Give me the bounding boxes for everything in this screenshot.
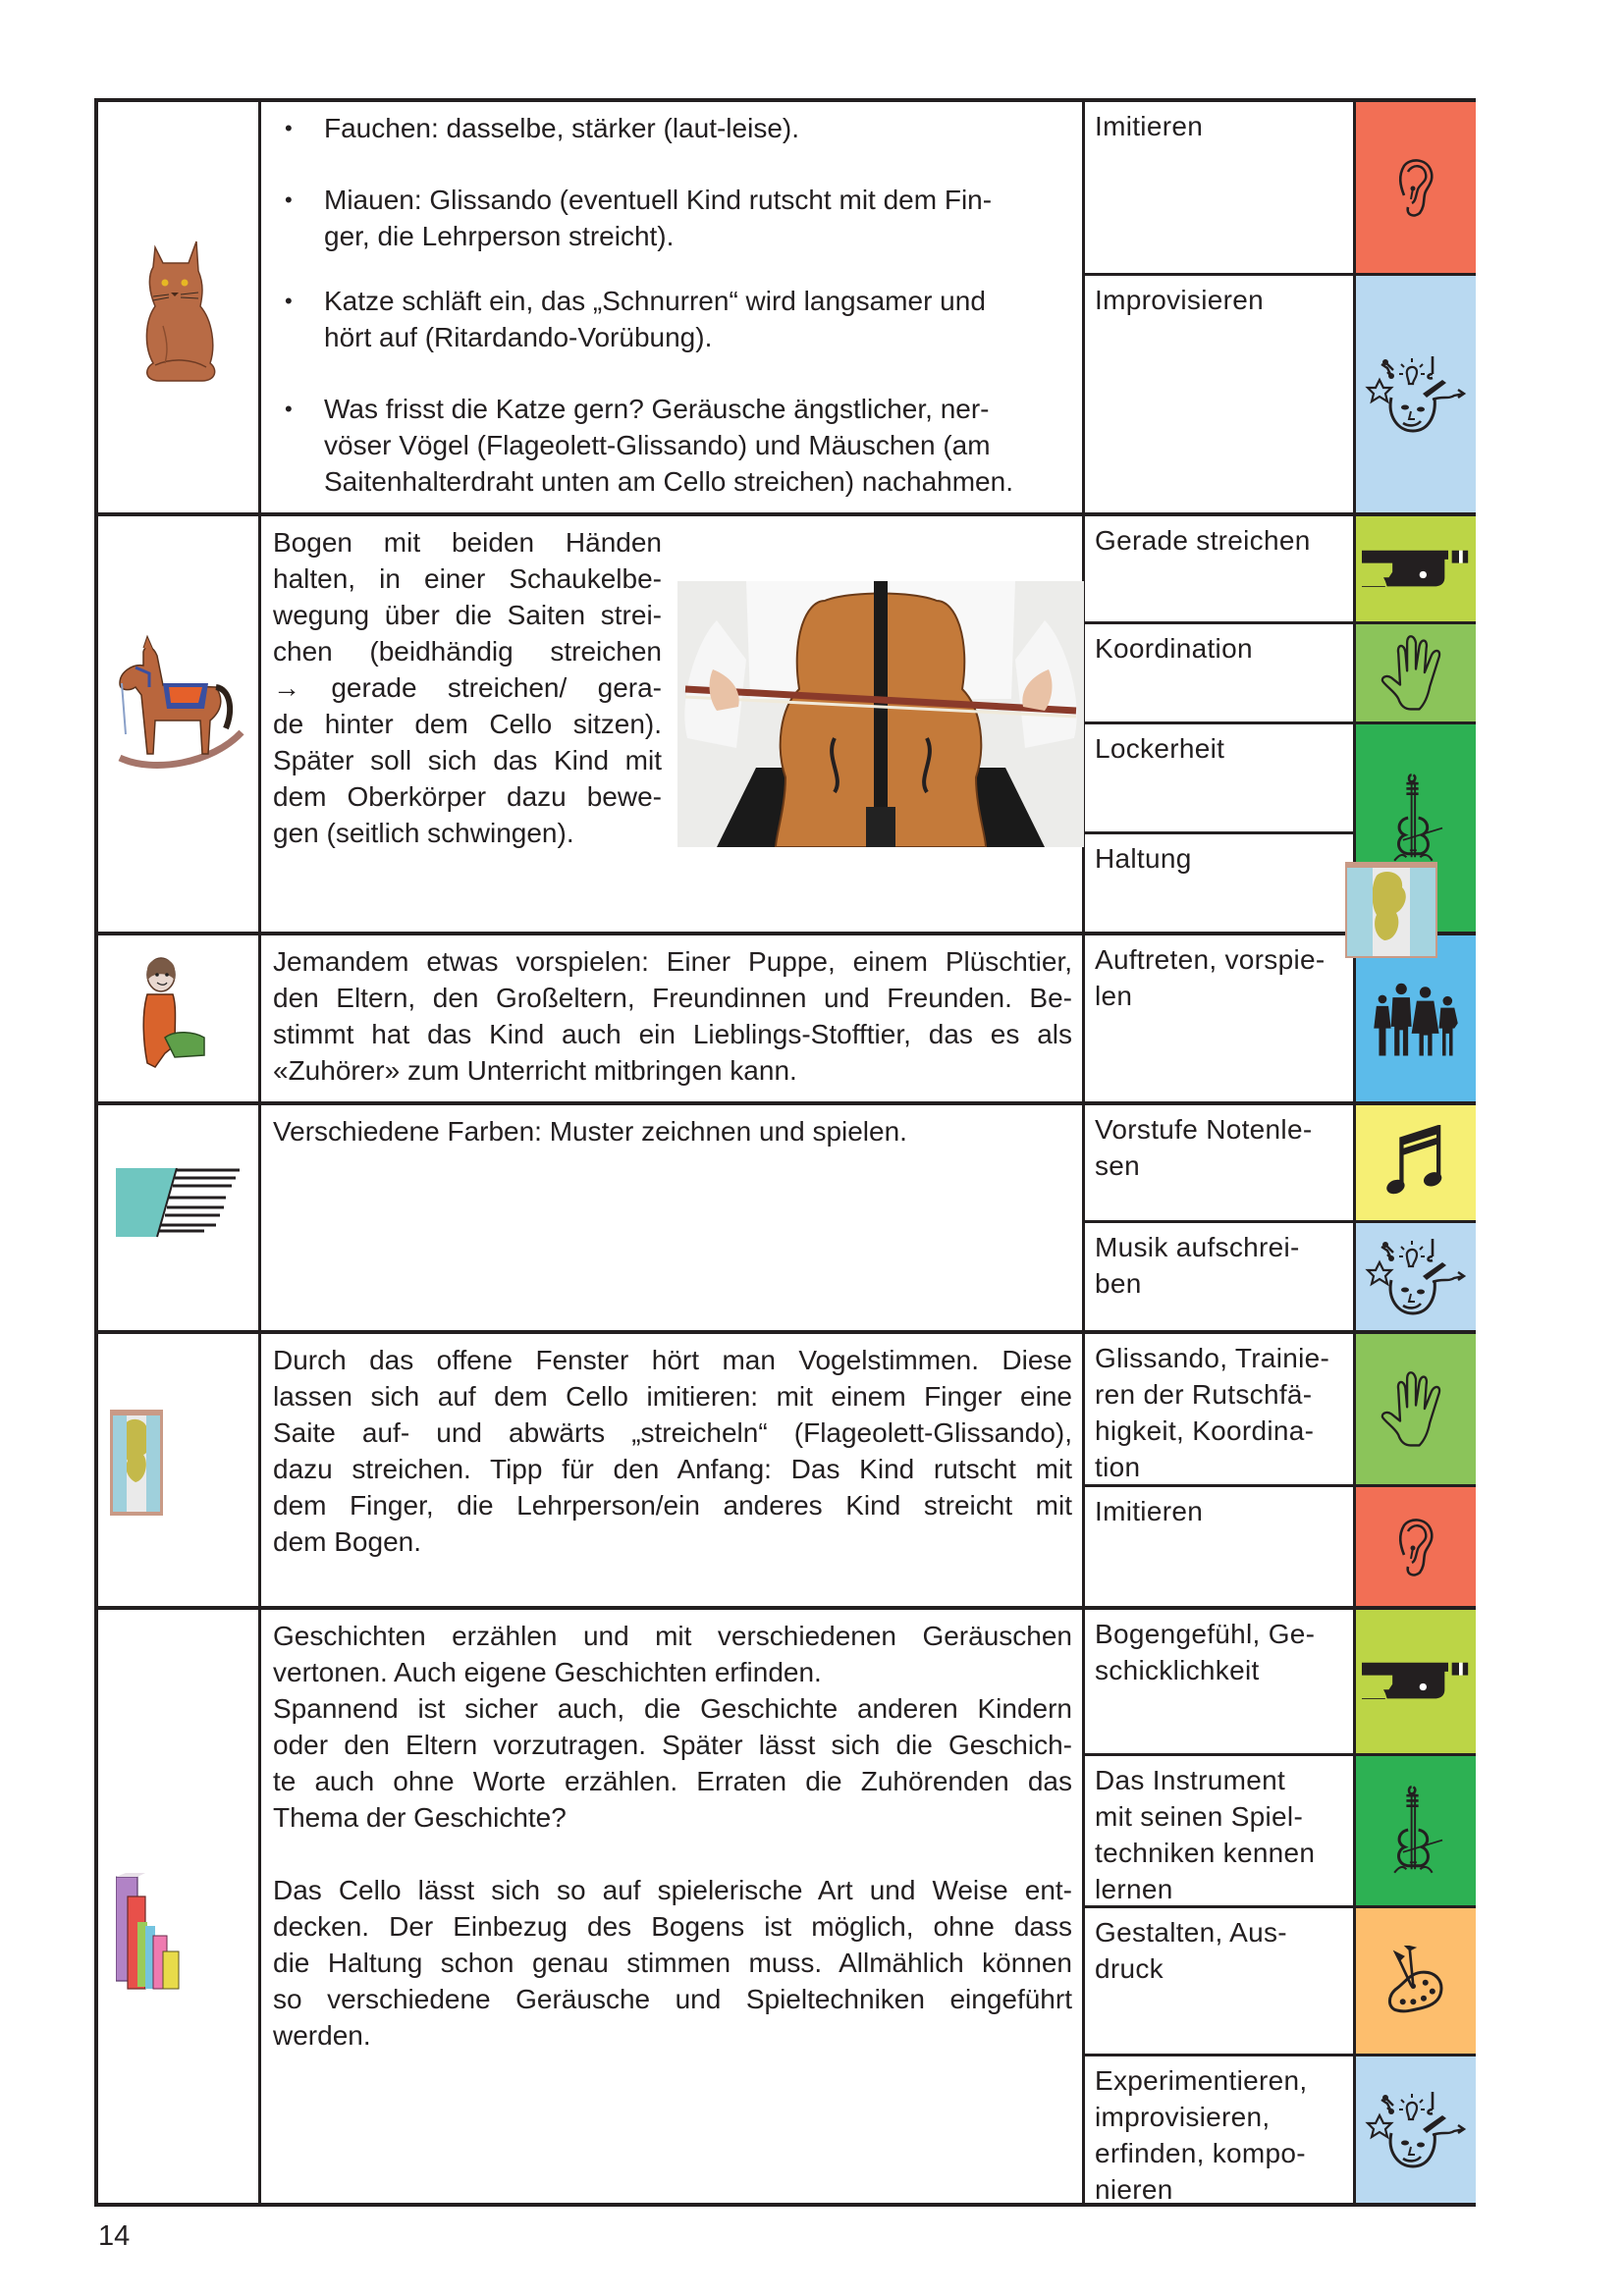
- table-row: [98, 102, 1472, 516]
- text-line: dazu streichen. Tipp für den Anfang: Das Kind rutscht mit: [273, 1454, 1072, 1484]
- skill-label: [1085, 1487, 1353, 1606]
- row-description: [261, 1334, 1085, 1606]
- creative-head-icon: [1362, 1233, 1470, 1321]
- text-line: • Miauen: Glissando (eventuell Kind rutscht mit dem Fin-: [324, 185, 993, 215]
- row-picture-cell: [98, 102, 261, 512]
- skill-label: [1085, 276, 1353, 512]
- label-line: sen: [1095, 1150, 1141, 1181]
- skill-label-cell: [1085, 516, 1356, 932]
- bullet-item: [273, 283, 1072, 355]
- skill-label: [1085, 1756, 1353, 1908]
- bullet-list: [273, 110, 1072, 500]
- label-line: Gestalten, Aus-: [1095, 1917, 1287, 1948]
- text-line: de hinter dem Cello sitzen).: [273, 709, 662, 739]
- label-line: schicklichkeit: [1095, 1655, 1260, 1685]
- row-picture-cell: [98, 1610, 261, 2203]
- skill-icon-cell: [1356, 1334, 1476, 1606]
- creative-head-icon-cell: [1356, 276, 1476, 512]
- text-line: dem Bogen.: [273, 1526, 421, 1557]
- window-drawing-overlay: [1345, 862, 1437, 958]
- label-line: Bogengefühl, Ge-: [1095, 1619, 1316, 1649]
- skill-label-text: [1085, 935, 1353, 1014]
- skill-label-text: Imitieren: [1095, 111, 1204, 141]
- row-description: [261, 1105, 1085, 1330]
- skill-icon-cell: [1356, 1610, 1476, 2203]
- skill-label-text: Haltung: [1095, 843, 1192, 874]
- label-line: Glissando, Trainie-: [1095, 1343, 1330, 1373]
- text-line: werden.: [273, 2020, 371, 2051]
- table-row: [98, 1105, 1472, 1334]
- text-line: Spannend ist sicher auch, die Geschichte anderen Kindern: [273, 1693, 1072, 1724]
- label-line: mit seinen Spiel-: [1095, 1801, 1304, 1832]
- window-drawing: [110, 1410, 163, 1516]
- text-line: gen (seitlich schwingen).: [273, 818, 574, 848]
- creative-head-icon: [1362, 2086, 1470, 2174]
- text-line: dem Oberkörper dazu bewe-: [273, 781, 662, 812]
- label-line: len: [1095, 981, 1133, 1011]
- skill-label: [1085, 516, 1353, 624]
- label-line: Experimentieren,: [1095, 2065, 1308, 2096]
- bow-frog-icon-cell: [1356, 1610, 1476, 1756]
- skill-label-cell: [1085, 1105, 1356, 1330]
- label-line: ren der Rutschfä-: [1095, 1379, 1313, 1410]
- skill-icon-cell: [1356, 102, 1476, 512]
- text-line: Saitenhalterdraht unten am Cello streichen) nachahmen.: [324, 466, 1013, 497]
- text-line: lassen sich auf dem Cello imitieren: mit einem Finger eine: [273, 1381, 1072, 1412]
- skill-label: [1085, 102, 1353, 276]
- skill-label: [1085, 935, 1353, 1101]
- label-line: ben: [1095, 1268, 1142, 1299]
- text-line: Verschiedene Farben: Muster zeichnen und spielen.: [273, 1116, 907, 1147]
- bullet-item: [273, 182, 1072, 254]
- bow-frog-icon: [1362, 1659, 1470, 1704]
- skill-label: [1085, 1334, 1353, 1487]
- label-line: tion: [1095, 1452, 1141, 1482]
- text-line: die Haltung schon genau stimmen muss. Allmählich können: [273, 1948, 1072, 1978]
- row-picture-cell: [98, 1105, 261, 1330]
- text-line: te auch ohne Worte erzählen. Erraten die Zuhörenden das: [273, 1766, 1072, 1796]
- creative-head-icon-cell: [1356, 1223, 1476, 1330]
- music-note-icon: [1386, 1125, 1445, 1201]
- cello-with-bow-photo: [677, 581, 1084, 847]
- hand-icon-cell: [1356, 1334, 1476, 1487]
- label-line: Das Instrument: [1095, 1765, 1286, 1795]
- skill-label: [1085, 1105, 1353, 1223]
- label-line: Vorstufe Notenle-: [1095, 1114, 1313, 1145]
- skill-label-text: [1085, 2056, 1353, 2208]
- text-line: decken. Der Einbezug des Bogens ist möglich, ohne dass: [273, 1911, 1072, 1942]
- skill-label-cell: [1085, 102, 1356, 512]
- text-line: Bogen mit beiden Händen: [273, 527, 662, 558]
- skill-label-text: Improvisieren: [1095, 285, 1264, 315]
- paragraph-gap: [273, 1836, 1072, 1872]
- description-text: [273, 524, 662, 851]
- row-description: [261, 102, 1085, 512]
- label-line: improvisieren,: [1095, 2102, 1271, 2132]
- bullet-item: [273, 110, 1072, 146]
- books-drawing: [116, 1873, 181, 1991]
- text-line: chen (beidhändig streichen: [273, 636, 662, 667]
- text-line: → gerade streichen/ gera-: [273, 672, 662, 703]
- label-line: lernen: [1095, 1874, 1173, 1904]
- row-picture-cell: [98, 935, 261, 1101]
- skill-label-text: Gerade streichen: [1095, 525, 1311, 556]
- text-line: Jemandem etwas vorspielen: Einer Puppe, einem Plüschtier,: [273, 946, 1072, 977]
- skill-icon-cell: [1356, 1105, 1476, 1330]
- text-line: Das Cello lässt sich so auf spielerische Art und Weise ent-: [273, 1875, 1072, 1905]
- rocking-horse-drawing: [114, 626, 245, 774]
- palette-icon-cell: [1356, 1908, 1476, 2056]
- cello-icon: [1385, 1784, 1446, 1878]
- skill-label: [1085, 2056, 1353, 2203]
- text-line: den Eltern, den Großeltern, Freundinnen und Freunden. Be-: [273, 983, 1072, 1013]
- palette-icon: [1385, 1946, 1446, 2016]
- music-note-icon-cell: [1356, 1105, 1476, 1223]
- text-line: • Was frisst die Katze gern? Geräusche ängstlicher, ner-: [324, 394, 990, 424]
- ear-icon: [1396, 156, 1435, 219]
- text-line: wegung über die Saiten strei-: [273, 600, 662, 630]
- family-icon: [1369, 980, 1463, 1058]
- text-line: halten, in einer Schaukelbe-: [273, 563, 662, 594]
- activity-table: [94, 98, 1476, 2207]
- skill-label-text: [1085, 1105, 1353, 1184]
- skill-label: [1085, 724, 1353, 834]
- text-line: hört auf (Ritardando-Vorübung).: [324, 322, 713, 352]
- text-line: Thema der Geschichte?: [273, 1802, 567, 1833]
- skill-label-text: [1085, 1756, 1353, 1907]
- hand-icon: [1380, 634, 1451, 713]
- text-line: ger, die Lehrperson streicht).: [324, 221, 675, 251]
- skill-icon-cell: [1356, 935, 1476, 1101]
- label-line: druck: [1095, 1953, 1164, 1984]
- creative-head-icon-cell: [1356, 2056, 1476, 2203]
- skill-label-cell: [1085, 935, 1356, 1101]
- text-line: Durch das offene Fenster hört man Vogelstimmen. Diese: [273, 1345, 1072, 1375]
- hand-icon-cell: [1356, 624, 1476, 724]
- text-line: • Fauchen: dasselbe, stärker (laut-leise).: [324, 113, 799, 143]
- label-line: Musik aufschrei-: [1095, 1232, 1300, 1262]
- page-number: 14: [98, 2220, 131, 2252]
- text-line: dem Finger, die Lehrperson/ein anderes Kind streicht mit: [273, 1490, 1072, 1521]
- text-line: stimmt hat das Kind auch ein Lieblings-Stofftier, das es als: [273, 1019, 1072, 1049]
- bullet-item: [273, 391, 1072, 500]
- skill-label: [1085, 1223, 1353, 1330]
- table-row: [98, 1334, 1472, 1610]
- skill-label: [1085, 624, 1353, 724]
- text-line: Saite auf- und abwärts „streicheln“ (Flageolett-Glissando),: [273, 1417, 1072, 1448]
- table-row: [98, 935, 1472, 1105]
- skill-label: [1085, 834, 1353, 932]
- skill-label-text: Lockerheit: [1095, 733, 1225, 764]
- bow-frog-icon-cell: [1356, 516, 1476, 624]
- doll-drawing: [135, 955, 208, 1071]
- skill-label-text: Koordination: [1095, 633, 1253, 664]
- text-line: Geschichten erzählen und mit verschiedenen Geräuschen: [273, 1621, 1072, 1651]
- text-line: «Zuhörer» zum Unterricht mitbringen kann.: [273, 1055, 797, 1086]
- row-picture-cell: [98, 516, 261, 932]
- skill-label-text: Imitieren: [1095, 1496, 1204, 1526]
- family-icon-cell: [1356, 935, 1476, 1101]
- text-line: vöser Vögel (Flageolett-Glissando) und Mäuschen (am: [324, 430, 991, 460]
- ear-icon: [1396, 1516, 1435, 1578]
- cat-drawing: [134, 238, 228, 385]
- skill-label-text: [1085, 1334, 1353, 1485]
- skill-label: [1085, 1610, 1353, 1756]
- creative-head-icon: [1362, 350, 1470, 439]
- label-line: higkeit, Koordina-: [1095, 1415, 1315, 1446]
- cello-icon: [1385, 772, 1446, 866]
- text-line: • Katze schläft ein, das „Schnurren“ wird langsamer und: [324, 286, 986, 316]
- table-row: [98, 1610, 1472, 2203]
- row-description: [261, 935, 1085, 1101]
- bow-frog-icon: [1362, 547, 1470, 592]
- skill-label-text: [1085, 1610, 1353, 1688]
- ear-icon-cell: [1356, 1487, 1476, 1606]
- hand-icon: [1380, 1370, 1451, 1449]
- skill-label: [1085, 1908, 1353, 2056]
- label-line: erfinden, kompo-: [1095, 2138, 1306, 2168]
- cello-icon-cell: [1356, 1756, 1476, 1908]
- colored-lines-drawing: [114, 1168, 242, 1243]
- label-line: techniken kennen: [1095, 1838, 1316, 1868]
- text-line: so verschiedene Geräusche und Spieltechniken eingeführt: [273, 1984, 1072, 2014]
- skill-label-text: [1085, 1908, 1353, 1987]
- text-line: vertonen. Auch eigene Geschichten erfinden.: [273, 1657, 822, 1687]
- label-line: nieren: [1095, 2174, 1173, 2205]
- text-line: oder den Eltern vorzutragen. Später lässt sich die Geschich-: [273, 1730, 1072, 1760]
- ear-icon-cell: [1356, 102, 1476, 276]
- text-line: Später soll sich das Kind mit: [273, 745, 662, 775]
- row-description: [261, 1610, 1085, 2203]
- skill-label-cell: [1085, 1610, 1356, 2203]
- skill-label-text: [1085, 1223, 1353, 1302]
- row-picture-cell: [98, 1334, 261, 1606]
- skill-label-cell: [1085, 1334, 1356, 1606]
- label-line: Auftreten, vorspie-: [1095, 944, 1326, 975]
